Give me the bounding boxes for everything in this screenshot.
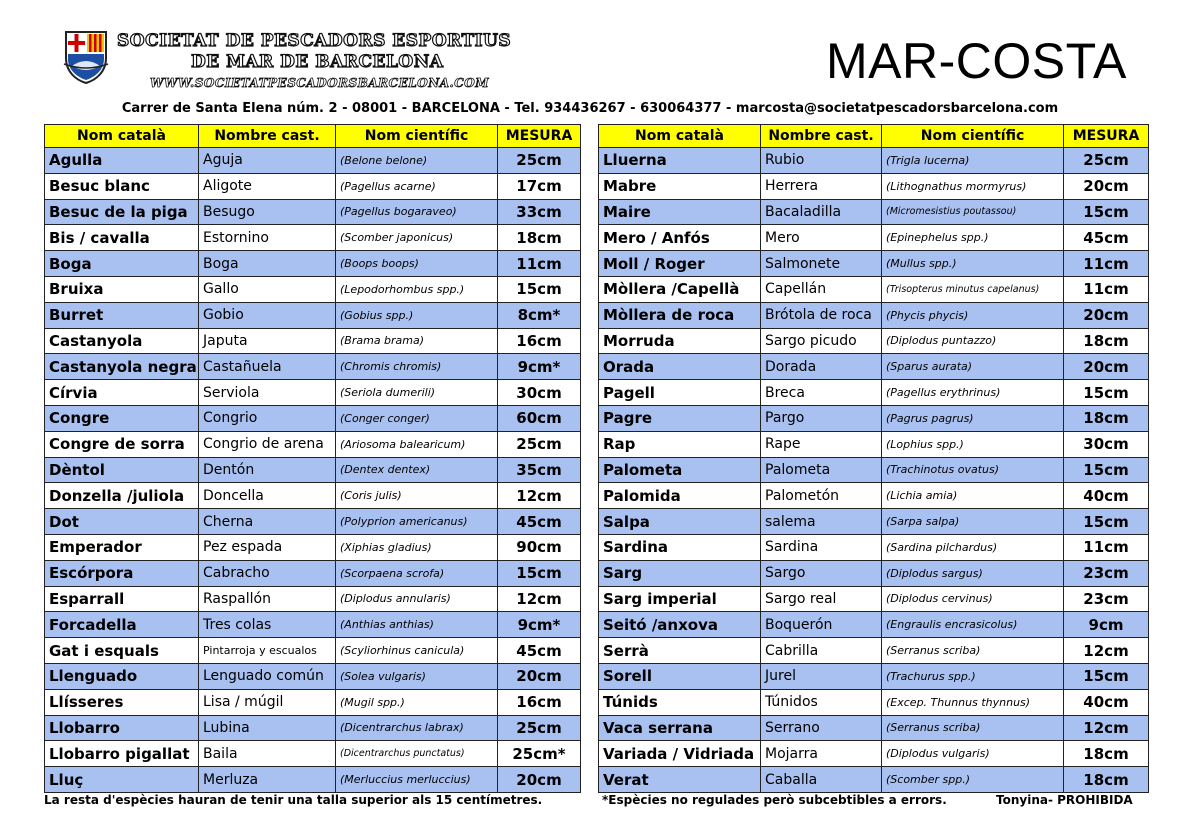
species-spanish-name: Mojarra [761,741,882,767]
species-min-size: 20cm [498,767,581,793]
species-catalan-name: Forcadella [45,612,199,638]
species-catalan-name: Lluç [45,767,199,793]
table-row [599,380,1149,406]
species-catalan-name: Lluerna [599,148,761,174]
table-row [45,534,581,560]
species-scientific-name: (Anthias anthias) [336,612,498,638]
species-min-size: 12cm [1064,715,1149,741]
species-spanish-name: Japuta [199,328,336,354]
table-row [45,663,581,689]
footer-note-tuna: Tonyina- PROHIBIDA [996,793,1133,807]
table-row [599,276,1149,302]
species-scientific-name: (Serranus scriba) [882,638,1064,664]
species-min-size: 30cm [1064,431,1149,457]
table-header-row [599,125,1149,148]
species-catalan-name: Rap [599,431,761,457]
species-min-size: 20cm [1064,173,1149,199]
org-name-line1: SOCIETAT DE PESCADORS ESPORTIUS [117,31,512,51]
species-catalan-name: Dèntol [45,457,199,483]
table-row [45,405,581,431]
species-scientific-name: (Diplodus vulgaris) [882,741,1064,767]
table-row [599,148,1149,174]
species-scientific-name: (Dicentrarchus labrax) [336,715,498,741]
table-row [599,638,1149,664]
species-spanish-name: Doncella [199,483,336,509]
species-min-size: 11cm [1064,534,1149,560]
table-row [45,251,581,277]
species-scientific-name: (Scomber japonicus) [336,225,498,251]
table-row [599,457,1149,483]
species-spanish-name: Pez espada [199,534,336,560]
address-line: Carrer de Santa Elena núm. 2 - 08001 - BARCELONA - Tel. 934436267 - 630064377 - marcosta@societatpescadorsbarcelona.com [121,101,1059,116]
col-header-castellano: Nombre cast. [761,125,882,148]
species-scientific-name: (Dicentrarchus punctatus) [336,741,498,767]
species-spanish-name: Caballa [761,767,882,793]
org-name-line2: DE MAR DE BARCELONA [191,52,444,72]
species-scientific-name: (Conger conger) [336,405,498,431]
species-min-size: 25cm [498,715,581,741]
species-spanish-name: Dorada [761,354,882,380]
species-min-size: 90cm [498,534,581,560]
species-catalan-name: Sorell [599,663,761,689]
col-header-catala: Nom català [599,125,761,148]
species-catalan-name: Círvia [45,380,199,406]
species-catalan-name: Palometa [599,457,761,483]
species-catalan-name: Morruda [599,328,761,354]
species-catalan-name: Maire [599,199,761,225]
species-catalan-name: Esparrall [45,586,199,612]
species-min-size: 25cm [498,148,581,174]
table-row [45,380,581,406]
species-catalan-name: Orada [599,354,761,380]
table-row [599,586,1149,612]
species-spanish-name: salema [761,509,882,535]
species-min-size: 12cm [498,586,581,612]
species-catalan-name: Sarg [599,560,761,586]
species-spanish-name: Gobio [199,302,336,328]
table-row [599,405,1149,431]
page-header [0,0,1180,100]
species-catalan-name: Pagre [599,405,761,431]
species-catalan-name: Congre de sorra [45,431,199,457]
species-catalan-name: Besuc blanc [45,173,199,199]
species-catalan-name: Palomida [599,483,761,509]
species-scientific-name: (Pagellus bogaraveo) [336,199,498,225]
table-row [45,457,581,483]
species-min-size: 23cm [1064,586,1149,612]
table-row [599,431,1149,457]
species-min-size: 40cm [1064,483,1149,509]
table-row [599,715,1149,741]
species-catalan-name: Mero / Anfós [599,225,761,251]
species-spanish-name: Salmonete [761,251,882,277]
species-spanish-name: Sargo [761,560,882,586]
species-spanish-name: Estornino [199,225,336,251]
table-row [599,328,1149,354]
species-min-size: 11cm [1064,276,1149,302]
species-min-size: 11cm [498,251,581,277]
species-catalan-name: Sarg imperial [599,586,761,612]
table-row [599,173,1149,199]
table-row [599,483,1149,509]
species-scientific-name: (Polyprion americanus) [336,509,498,535]
species-catalan-name: Salpa [599,509,761,535]
species-spanish-name: Palometa [761,457,882,483]
species-min-size: 16cm [498,328,581,354]
species-spanish-name: Brótola de roca [761,302,882,328]
species-min-size: 9cm* [498,612,581,638]
species-min-size: 18cm [1064,328,1149,354]
species-catalan-name: Agulla [45,148,199,174]
col-header-mesura: MESURA [498,125,581,148]
species-min-size: 60cm [498,405,581,431]
species-min-size: 16cm [498,689,581,715]
species-spanish-name: Jurel [761,663,882,689]
species-catalan-name: Besuc de la piga [45,199,199,225]
table-row [45,483,581,509]
species-min-size: 20cm [498,663,581,689]
species-spanish-name: Herrera [761,173,882,199]
club-logo-icon [60,28,112,84]
table-row [599,612,1149,638]
species-catalan-name: Congre [45,405,199,431]
species-min-size: 9cm [1064,612,1149,638]
species-scientific-name: (Xiphias gladius) [336,534,498,560]
species-min-size: 18cm [1064,405,1149,431]
species-catalan-name: Bis / cavalla [45,225,199,251]
species-scientific-name: (Sparus aurata) [882,354,1064,380]
species-spanish-name: Aligote [199,173,336,199]
table-row [45,173,581,199]
species-catalan-name: Moll / Roger [599,251,761,277]
species-min-size: 17cm [498,173,581,199]
species-catalan-name: Túnids [599,689,761,715]
species-spanish-name: Raspallón [199,586,336,612]
table-row [45,199,581,225]
species-spanish-name: Mero [761,225,882,251]
species-scientific-name: (Chromis chromis) [336,354,498,380]
species-scientific-name: (Scomber spp.) [882,767,1064,793]
table-row [599,534,1149,560]
species-scientific-name: (Pagrus pagrus) [882,405,1064,431]
species-catalan-name: Castanyola negra [45,354,199,380]
species-catalan-name: Donzella /juliola [45,483,199,509]
species-scientific-name: (Brama brama) [336,328,498,354]
species-spanish-name: Boquerón [761,612,882,638]
species-spanish-name: Cabracho [199,560,336,586]
species-scientific-name: (Lepodorhombus spp.) [336,276,498,302]
species-spanish-name: Cabrilla [761,638,882,664]
table-row [599,767,1149,793]
species-catalan-name: Pagell [599,380,761,406]
species-spanish-name: Lubina [199,715,336,741]
species-spanish-name: Boga [199,251,336,277]
col-header-cientific: Nom científic [336,125,498,148]
col-header-catala: Nom català [45,125,199,148]
table-row [45,586,581,612]
species-min-size: 12cm [498,483,581,509]
table-row [599,199,1149,225]
table-row [599,225,1149,251]
species-scientific-name: (Epinephelus spp.) [882,225,1064,251]
table-row [45,715,581,741]
species-min-size: 18cm [1064,767,1149,793]
species-min-size: 45cm [498,638,581,664]
species-min-size: 15cm [1064,457,1149,483]
website-text: WWW.SOCIETATPESCADORSBARCELONA.COM [150,76,489,90]
species-catalan-name: Vaca serrana [599,715,761,741]
species-min-size: 23cm [1064,560,1149,586]
table-row [45,767,581,793]
species-scientific-name: (Ariosoma balearicum) [336,431,498,457]
species-min-size: 25cm [498,431,581,457]
species-spanish-name: Dentón [199,457,336,483]
species-scientific-name: (Coris julis) [336,483,498,509]
species-min-size: 11cm [1064,251,1149,277]
species-scientific-name: (Diplodus cervinus) [882,586,1064,612]
table-row [599,251,1149,277]
species-scientific-name: (Diplodus sargus) [882,560,1064,586]
species-spanish-name: Sardina [761,534,882,560]
col-header-castellano: Nombre cast. [199,125,336,148]
col-header-mesura: MESURA [1064,125,1149,148]
species-catalan-name: Verat [599,767,761,793]
table-row [45,148,581,174]
species-spanish-name: Serrano [761,715,882,741]
table-row [45,354,581,380]
species-scientific-name: (Phycis phycis) [882,302,1064,328]
species-scientific-name: (Micromesistius poutassou) [882,199,1064,225]
species-scientific-name: (Trigla lucerna) [882,148,1064,174]
table-row [599,741,1149,767]
species-spanish-name: Rubio [761,148,882,174]
table-row [599,302,1149,328]
species-catalan-name: Mabre [599,173,761,199]
table-row [599,509,1149,535]
species-scientific-name: (Pagellus acarne) [336,173,498,199]
species-catalan-name: Castanyola [45,328,199,354]
species-min-size: 25cm* [498,741,581,767]
species-spanish-name: Pintarroja y escualos [199,638,336,664]
species-scientific-name: (Mugil spp.) [336,689,498,715]
species-min-size: 20cm [1064,354,1149,380]
species-min-size: 18cm [498,225,581,251]
species-scientific-name: (Sardina pilchardus) [882,534,1064,560]
table-row [45,741,581,767]
species-min-size: 8cm* [498,302,581,328]
species-catalan-name: Sardina [599,534,761,560]
species-table-left [44,124,581,793]
species-min-size: 15cm [498,276,581,302]
species-spanish-name: Castañuela [199,354,336,380]
species-scientific-name: (Excep. Thunnus thynnus) [882,689,1064,715]
species-min-size: 25cm [1064,148,1149,174]
species-catalan-name: Variada / Vidriada [599,741,761,767]
species-scientific-name: (Trachurus spp.) [882,663,1064,689]
table-row [45,431,581,457]
species-spanish-name: Merluza [199,767,336,793]
species-spanish-name: Tres colas [199,612,336,638]
species-scientific-name: (Lophius spp.) [882,431,1064,457]
table-row [45,328,581,354]
species-min-size: 12cm [1064,638,1149,664]
species-min-size: 15cm [1064,663,1149,689]
species-scientific-name: (Sarpa salpa) [882,509,1064,535]
species-catalan-name: Llobarro pigallat [45,741,199,767]
species-catalan-name: Emperador [45,534,199,560]
species-scientific-name: (Lithognathus mormyrus) [882,173,1064,199]
species-spanish-name: Sargo picudo [761,328,882,354]
species-catalan-name: Serrà [599,638,761,664]
species-spanish-name: Baila [199,741,336,767]
species-catalan-name: Llenguado [45,663,199,689]
species-catalan-name: Llobarro [45,715,199,741]
species-min-size: 15cm [1064,380,1149,406]
species-min-size: 45cm [498,509,581,535]
species-scientific-name: (Seriola dumerili) [336,380,498,406]
species-min-size: 15cm [1064,509,1149,535]
species-min-size: 18cm [1064,741,1149,767]
species-min-size: 15cm [1064,199,1149,225]
species-spanish-name: Congrio [199,405,336,431]
species-catalan-name: Mòllera de roca [599,302,761,328]
species-catalan-name: Bruixa [45,276,199,302]
species-scientific-name: (Diplodus puntazzo) [882,328,1064,354]
species-spanish-name: Breca [761,380,882,406]
species-scientific-name: (Diplodus annularis) [336,586,498,612]
species-scientific-name: (Lichia amia) [882,483,1064,509]
species-catalan-name: Escórpora [45,560,199,586]
species-scientific-name: (Scorpaena scrofa) [336,560,498,586]
species-spanish-name: Lenguado común [199,663,336,689]
species-scientific-name: (Trachinotus ovatus) [882,457,1064,483]
table-row [45,689,581,715]
table-row [45,560,581,586]
species-spanish-name: Gallo [199,276,336,302]
species-catalan-name: Burret [45,302,199,328]
species-catalan-name: Mòllera /Capellà [599,276,761,302]
species-min-size: 20cm [1064,302,1149,328]
table-row [45,302,581,328]
species-spanish-name: Pargo [761,405,882,431]
species-spanish-name: Sargo real [761,586,882,612]
species-min-size: 30cm [498,380,581,406]
species-spanish-name: Bacaladilla [761,199,882,225]
species-catalan-name: Dot [45,509,199,535]
species-spanish-name: Lisa / múgil [199,689,336,715]
species-spanish-name: Túnidos [761,689,882,715]
species-min-size: 35cm [498,457,581,483]
footer-note-asterisk: *Espècies no regulades però subcebtibles a errors. [602,793,947,807]
species-scientific-name: (Gobius spp.) [336,302,498,328]
table-row [599,354,1149,380]
table-row [45,638,581,664]
species-scientific-name: (Solea vulgaris) [336,663,498,689]
species-catalan-name: Llísseres [45,689,199,715]
species-min-size: 40cm [1064,689,1149,715]
species-min-size: 33cm [498,199,581,225]
table-row [45,276,581,302]
species-scientific-name: (Belone belone) [336,148,498,174]
table-row [45,612,581,638]
table-row [599,560,1149,586]
species-spanish-name: Congrio de arena [199,431,336,457]
footer-note-general: La resta d'espècies hauran de tenir una talla superior als 15 centímetres. [44,793,543,807]
table-header-row [45,125,581,148]
species-table-right [598,124,1149,793]
species-scientific-name: (Pagellus erythrinus) [882,380,1064,406]
species-min-size: 45cm [1064,225,1149,251]
species-spanish-name: Rape [761,431,882,457]
species-scientific-name: (Boops boops) [336,251,498,277]
species-min-size: 9cm* [498,354,581,380]
species-spanish-name: Aguja [199,148,336,174]
species-scientific-name: (Dentex dentex) [336,457,498,483]
page-title: MAR-COSTA [826,33,1127,89]
species-min-size: 15cm [498,560,581,586]
species-spanish-name: Besugo [199,199,336,225]
species-scientific-name: (Serranus scriba) [882,715,1064,741]
table-row [45,509,581,535]
table-row [45,225,581,251]
species-catalan-name: Gat i esquals [45,638,199,664]
species-scientific-name: (Mullus spp.) [882,251,1064,277]
table-row [599,689,1149,715]
species-spanish-name: Serviola [199,380,336,406]
species-spanish-name: Palometón [761,483,882,509]
species-spanish-name: Capellán [761,276,882,302]
species-scientific-name: (Scyliorhinus canicula) [336,638,498,664]
species-catalan-name: Seitó /anxova [599,612,761,638]
species-scientific-name: (Merluccius merluccius) [336,767,498,793]
table-row [599,663,1149,689]
species-scientific-name: (Engraulis encrasicolus) [882,612,1064,638]
col-header-cientific: Nom científic [882,125,1064,148]
species-catalan-name: Boga [45,251,199,277]
species-scientific-name: (Trisopterus minutus capelanus) [882,276,1064,302]
species-spanish-name: Cherna [199,509,336,535]
